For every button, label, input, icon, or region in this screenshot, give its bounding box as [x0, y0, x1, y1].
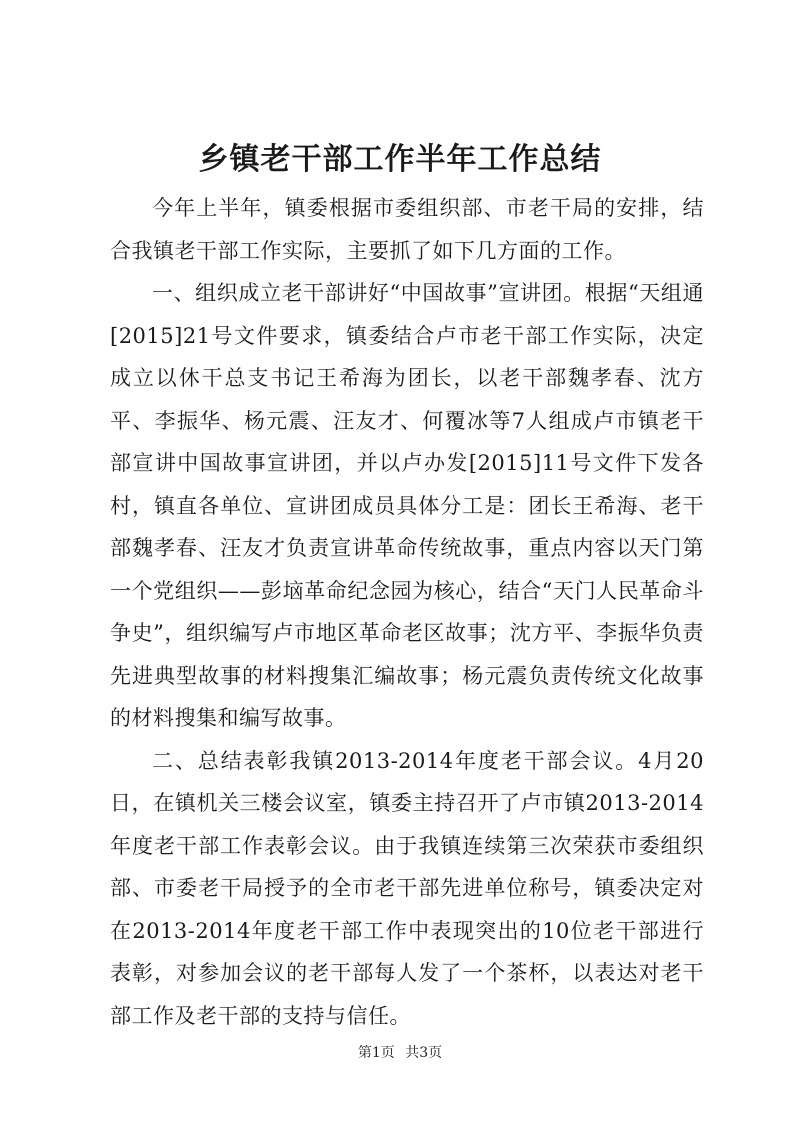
page-footer: [0, 1043, 800, 1063]
paragraph-intro: 今年上半年，镇委根据市委组织部、市老干局的安排，结合我镇老干部工作实际，主要抓了如下几方面的工作。: [110, 196, 704, 263]
page-total: 共3页: [405, 1045, 443, 1061]
paragraph-section-one: 一、组织成立老干部讲好“中国故事”宣讲团。根据“天组通[2015]21号文件要求，镇委结合卢市老干部工作实际，决定成立以休干总支书记王希海为团长，以老干部魏孝春、沈方平、李振华、杨元震、汪友才、何覆冰等7人组成卢市镇老干部宣讲中国故事宣讲团，并以卢办发[2015]11号文件下发各村，镇直各单位、宣讲团成员具体分工是：团长王希海、老干部魏孝春、汪友才负责宣讲革命传统故事，重点内容以天门第一个党组织——彭垴革命纪念园为核心，结合“天门人民革命斗争史”，组织编写卢市地区革命老区故事；沈方平、李振华负责先进典型故事的材料搜集汇编故事；杨元震负责传统文化故事的材料搜集和编写故事。: [110, 281, 704, 730]
document-title: 乡镇老干部工作半年工作总结: [198, 142, 602, 177]
page-number: 第1页: [357, 1045, 395, 1061]
paragraph-section-two: 二、总结表彰我镇2013-2014年度老干部会议。4月20日，在镇机关三楼会议室，镇委主持召开了卢市镇2013-2014年度老干部工作表彰会议。由于我镇连续第三次荣获市委组织部、市委老干局授予的全市老干部先进单位称号，镇委决定对在2013-2014年度老干部工作中表现突出的10位老干部进行表彰，对参加会议的老干部每人发了一个茶杯，以表达对老干部工作及老干部的支持与信任。: [110, 748, 704, 1028]
document-body: [110, 187, 704, 1037]
